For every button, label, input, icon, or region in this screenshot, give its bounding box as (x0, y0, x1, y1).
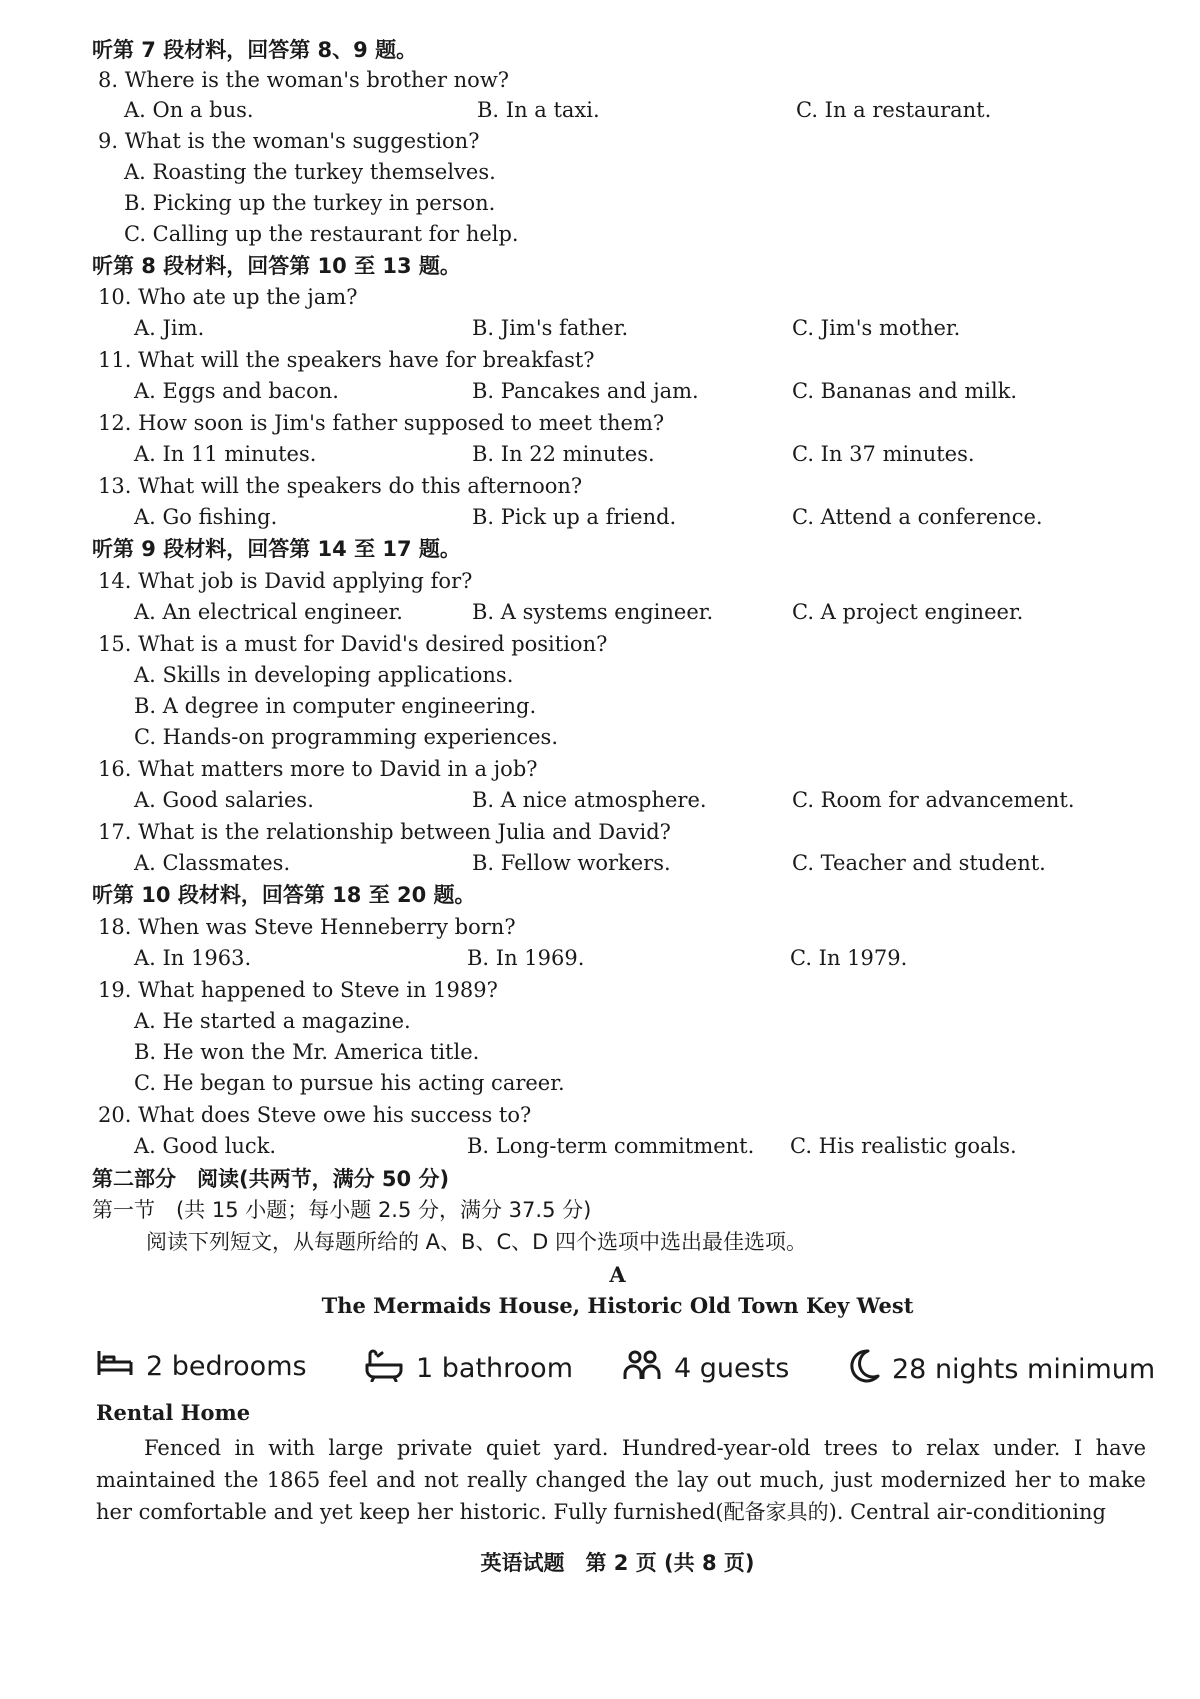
option-b: B. A systems engineer. (472, 600, 714, 624)
option-b: B. He won the Mr. America title. (134, 1040, 480, 1064)
option-a: A. In 1963. (134, 946, 252, 970)
option-b: B. Jim's father. (472, 316, 629, 340)
moon-icon (846, 1348, 892, 1391)
option-b: B. A nice atmosphere. (472, 788, 707, 812)
option-c: C. In 1979. (790, 946, 908, 970)
option-b: B. Picking up the turkey in person. (124, 191, 496, 215)
amenity-bathroom: 1 bathroom (364, 1348, 573, 1389)
option-b: B. In 22 minutes. (472, 442, 655, 466)
option-c: C. Attend a conference. (792, 505, 1043, 529)
option-c: C. Room for advancement. (792, 788, 1075, 812)
option-a: A. Classmates. (134, 851, 291, 875)
question-stem: 12. How soon is Jim's father supposed to meet them? (98, 411, 665, 435)
section-title: 第一节 (共 15 小题；每小题 2.5 分，满分 37.5 分) (92, 1198, 592, 1222)
option-a: A. Good luck. (134, 1134, 277, 1158)
guests-icon (622, 1348, 674, 1389)
option-c: C. In 37 minutes. (792, 442, 975, 466)
option-b: B. In 1969. (467, 946, 585, 970)
option-c: C. Teacher and student. (792, 851, 1046, 875)
question-stem: 20. What does Steve owe his success to? (98, 1103, 532, 1127)
option-c: C. Bananas and milk. (792, 379, 1018, 403)
question-stem: 17. What is the relationship between Julia and David? (98, 820, 671, 844)
question-stem: 9. What is the woman's suggestion? (98, 129, 480, 153)
question-stem: 14. What job is David applying for? (98, 569, 473, 593)
option-a: A. Go fishing. (134, 505, 278, 529)
option-b: B. Fellow workers. (472, 851, 671, 875)
option-a: A. Roasting the turkey themselves. (124, 160, 496, 184)
amenity-nights: 28 nights minimum (846, 1348, 1155, 1391)
question-stem: 11. What will the speakers have for breakfast? (98, 348, 595, 372)
part-title: 第二部分 阅读(共两节，满分 50 分) (92, 1167, 450, 1191)
amenity-guests: 4 guests (622, 1348, 789, 1389)
option-c: C. Hands-on programming experiences. (134, 725, 558, 749)
section-header: 听第 9 段材料，回答第 14 至 17 题。 (92, 537, 461, 561)
option-a: A. Eggs and bacon. (134, 379, 339, 403)
option-a: A. Good salaries. (134, 788, 314, 812)
rental-home-heading: Rental Home (96, 1400, 251, 1425)
option-b: B. Pancakes and jam. (472, 379, 699, 403)
instructions: 阅读下列短文，从每题所给的 A、B、C、D 四个选项中选出最佳选项。 (146, 1230, 807, 1254)
option-a: A. He started a magazine. (134, 1009, 411, 1033)
option-b: B. Pick up a friend. (472, 505, 677, 529)
question-stem: 8. Where is the woman's brother now? (98, 68, 510, 92)
section-header: 听第 7 段材料，回答第 8、9 题。 (92, 38, 418, 62)
question-stem: 13. What will the speakers do this afternoon? (98, 474, 583, 498)
option-c: C. Calling up the restaurant for help. (124, 222, 519, 246)
question-stem: 16. What matters more to David in a job? (98, 757, 538, 781)
option-b: B. A degree in computer engineering. (134, 694, 537, 718)
bed-icon (96, 1348, 146, 1385)
amenity-bedrooms: 2 bedrooms (96, 1348, 307, 1385)
option-c: C. His realistic goals. (790, 1134, 1017, 1158)
option-b: B. Long-term commitment. (467, 1134, 755, 1158)
passage-body: Fenced in with large private quiet yard. Hundred-year-old trees to relax under. I have maintained the 1865 feel and not really changed the lay out much, just modernized her to make her comfortable and yet keep her historic. Fully furnished(配备家具的). Central air-conditioning (96, 1436, 1146, 1524)
option-c: C. A project engineer. (792, 600, 1024, 624)
section-header: 听第 10 段材料，回答第 18 至 20 题。 (92, 883, 476, 907)
option-a: A. Jim. (134, 316, 205, 340)
question-stem: 19. What happened to Steve in 1989? (98, 978, 498, 1002)
passage-title: The Mermaids House, Historic Old Town Key West (321, 1293, 914, 1318)
question-stem: 10. Who ate up the jam? (98, 285, 358, 309)
option-c: C. In a restaurant. (796, 98, 992, 122)
option-a: A. On a bus. (124, 98, 254, 122)
passage-letter: A (609, 1262, 626, 1287)
option-a: A. In 11 minutes. (134, 442, 317, 466)
option-c: C. Jim's mother. (792, 316, 961, 340)
option-c: C. He began to pursue his acting career. (134, 1071, 565, 1095)
bathtub-icon (364, 1348, 416, 1389)
question-stem: 15. What is a must for David's desired position? (98, 632, 608, 656)
section-header: 听第 8 段材料，回答第 10 至 13 题。 (92, 254, 461, 278)
question-stem: 18. When was Steve Henneberry born? (98, 915, 516, 939)
option-a: A. Skills in developing applications. (134, 663, 514, 687)
page-footer: 英语试题 第 2 页 (共 8 页) (480, 1551, 755, 1575)
option-a: A. An electrical engineer. (134, 600, 403, 624)
option-b: B. In a taxi. (477, 98, 600, 122)
